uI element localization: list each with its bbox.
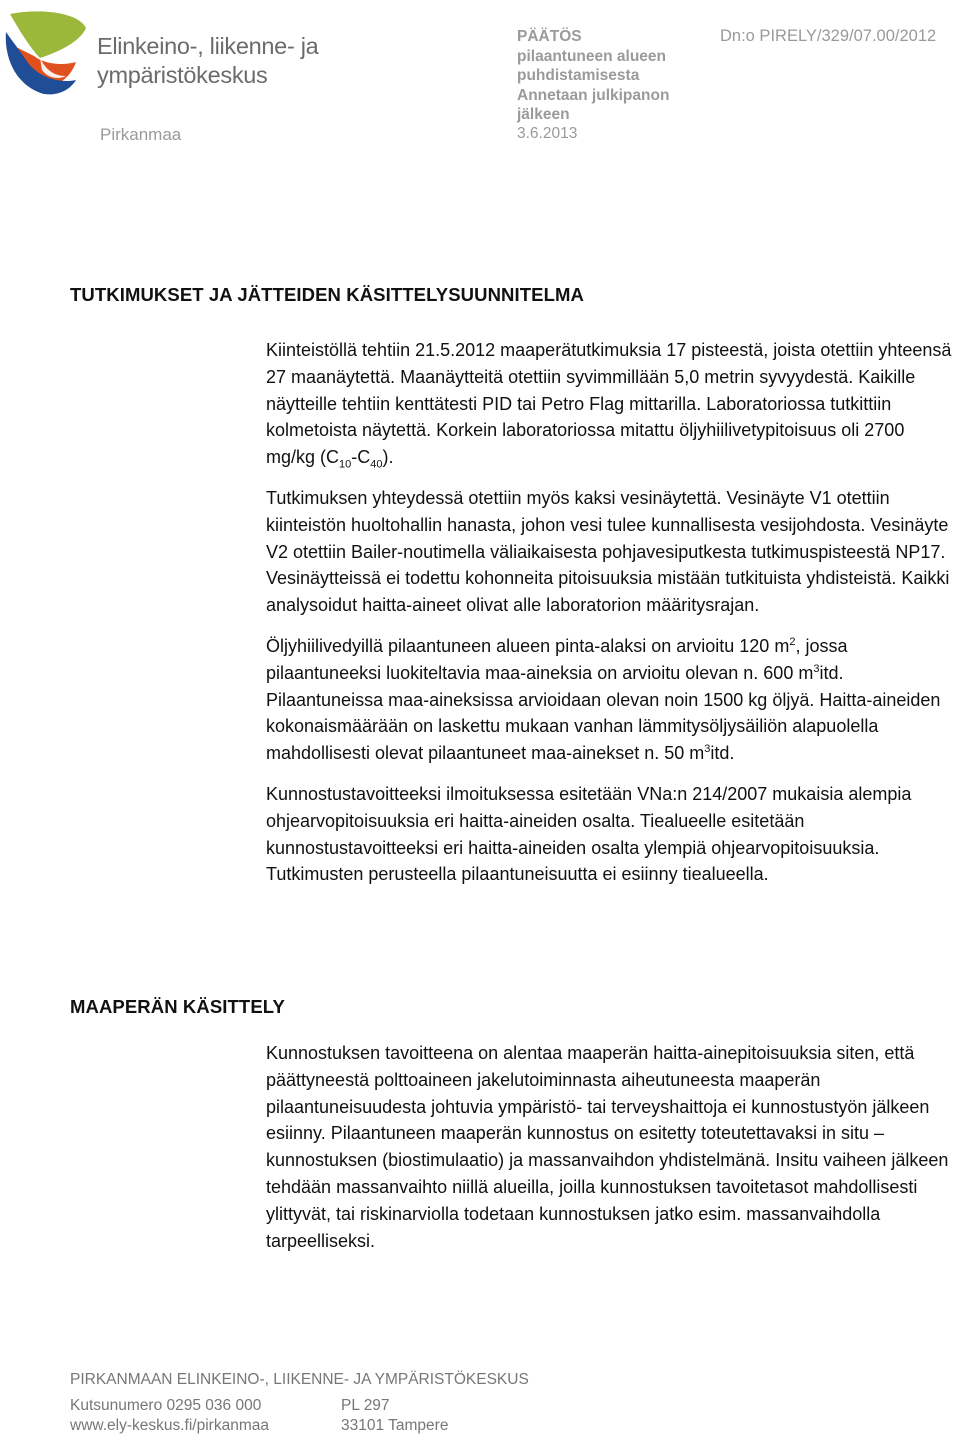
section-investigations-body [266, 337, 958, 888]
superscript: 3 [704, 743, 711, 756]
footer-city: 33101 Tampere [341, 1417, 449, 1434]
paragraph-remediation-method: Kunnostuksen tavoitteena on alentaa maaperän haitta-ainepitoisuuksia siten, että päättyneestä polttoaineen jakelutoiminnasta aiheutuneesta maaperän pilaantuneisuudesta johtuvia ympäristö- tai terveyshaittoja ei kunnostustyön jälkeen esiinny. Pilaantuneen maaperän kunnostus on esitetty toteutettavaksi in situ – kunnostuksen (biostimulaatio) ja massanvaihdon yhdistelmänä. Insitu vaiheen jälkeen tehdään massanvaihto niillä alueilla, joilla kunnostuksen tavoitetasot mahdollisesti ylittyvät, tai riskinarviolla todetaan kunnostuksen jatko esim. massanvaihdolla tarpeelliseksi. [266, 1043, 949, 1251]
document-number: Dn:o PIRELY/329/07.00/2012 [720, 27, 937, 45]
org-name-line1: Elinkeino-, liikenne- ja [97, 33, 319, 59]
paragraph-text: itd. [710, 743, 735, 764]
footer-phone: Kutsunumero 0295 036 000 [70, 1397, 262, 1414]
paragraph-text: -C [351, 447, 371, 468]
superscript: 3 [813, 662, 820, 675]
paragraph-remediation-target: Kunnostustavoitteeksi ilmoituksessa esitetään VNa:n 214/2007 mukaisia alempia ohjearvopitoisuuksia eri haitta-aineiden osalta. Tiealueelle esitetään kunnostustavoitteeksi eri haitta-aineiden osalta ylempiä ohjearvopitoisuuksia. Tutkimusten perusteella pilaantuneisuutta ei esiinny tiealueella. [266, 783, 912, 885]
paragraph-text: itd. Pilaantuneissa maa-aineksissa arvioidaan olevan noin 1500 kg öljyä. Haitta-aineiden kokonaismäärään on laskettu mukaan vanhan lämmitysöljysäiliön alapuolella mahdollisesti olevat pilaantuneet maa-ainekset n. 50 m [266, 662, 941, 764]
document-note: Annetaan julkipanon jälkeen [517, 86, 670, 123]
paragraph-contaminated-area [266, 633, 958, 767]
page-footer [70, 1370, 529, 1436]
footer-website-link[interactable]: www.ely-keskus.fi/pirkanmaa [70, 1417, 269, 1434]
ely-logo-icon [0, 6, 92, 98]
section-heading-investigations: TUTKIMUKSET JA JÄTTEIDEN KÄSITTELYSUUNNITELMA [70, 284, 584, 305]
region-label: Pirkanmaa [100, 125, 182, 144]
document-type: PÄÄTÖS [517, 28, 582, 45]
paragraph-water-samples: Tutkimuksen yhteydessä otettiin myös kaksi vesinäytettä. Vesinäyte V1 otettiin kiinteistön huoltohallin hanasta, johon vesi tulee kunnallisesta vesijohdosta. Vesinäyte V2 otettiin Bailer-noutimella väliaikaisesta pohjavesiputkesta tutkimuspisteestä NP17. Vesinäytteissä ei todettu kohonneita pitoisuuksia mistään tutkituista yhdisteistä. Kaikki analysoidut haitta-aineet olivat alle laboratorion määritysrajan. [266, 487, 950, 616]
superscript: 2 [789, 635, 796, 648]
paragraph-text: , jossa pilaantuneeksi luokiteltavia maa-aineksia on arvioitu olevan n. 600 m [266, 635, 848, 683]
document-subject: pilaantuneen alueen puhdistamisesta [517, 47, 667, 84]
section-soil-treatment-body [266, 1040, 958, 1254]
paragraph-text: ). [382, 447, 394, 468]
document-date: 3.6.2013 [517, 125, 578, 142]
org-name-line2: ympäristökeskus [97, 62, 268, 88]
subscript: 40 [370, 458, 383, 471]
document-info [517, 27, 707, 125]
paragraph-soil-samples [266, 337, 958, 471]
footer-pobox: PL 297 [341, 1397, 390, 1414]
footer-organization: PIRKANMAAN ELINKEINO-, LIIKENNE- JA YMPÄRISTÖKESKUS [70, 1371, 529, 1388]
paragraph-text: Öljyhiilivedyillä pilaantuneen alueen pinta-alaksi on arvioitu 120 m [266, 635, 790, 656]
section-heading-soil-treatment: MAAPERÄN KÄSITTELY [70, 996, 285, 1017]
paragraph-text: Kiinteistöllä tehtiin 21.5.2012 maaperätutkimuksia 17 pisteestä, joista otettiin yhteensä 27 maanäytettä. Maanäytteitä otettiin syvimmillään 5,0 metrin syvyydestä. Kaikille näytteille tehtiin kenttätesti PID tai Petro Flag mittarilla. Laboratoriossa tutkittiin kolmetoista näytettä. Korkein laboratoriossa mitattu öljyhiilivetypitoisuus oli 2700 mg/kg (C [266, 340, 952, 468]
subscript: 10 [339, 458, 352, 471]
organization-name [97, 32, 318, 90]
